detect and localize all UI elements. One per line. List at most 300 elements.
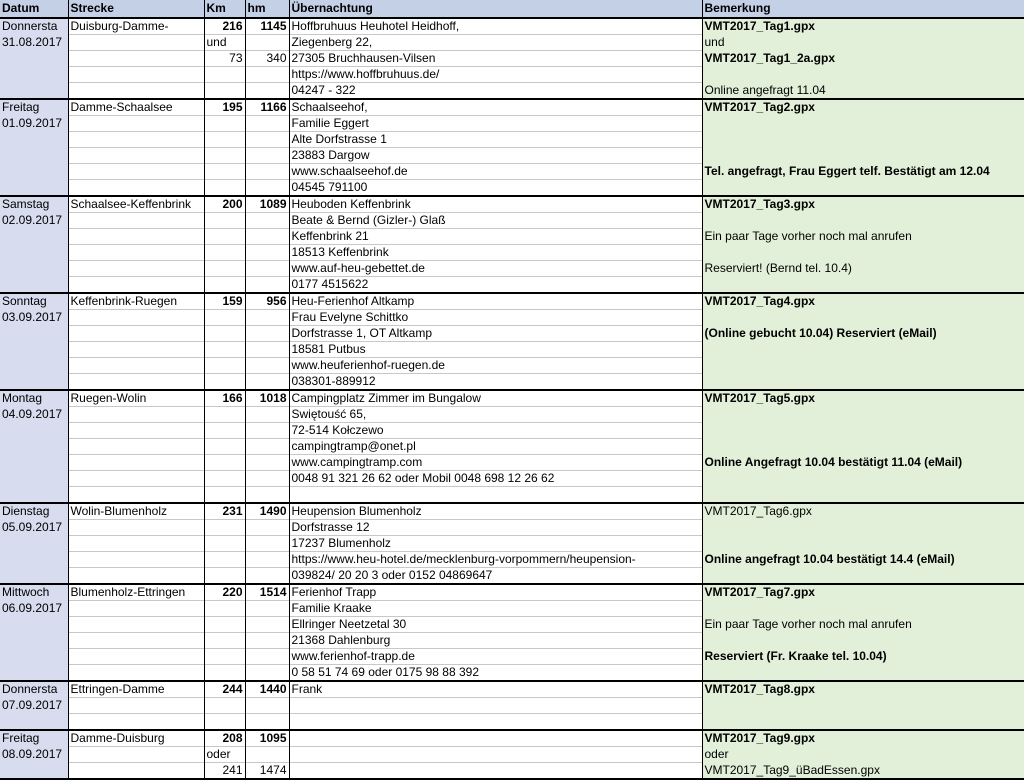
- accommodation-cell[interactable]: 038301-889912: [289, 374, 702, 391]
- accommodation-cell[interactable]: www.campingtramp.com: [289, 455, 702, 471]
- km-cell[interactable]: 220: [204, 584, 245, 601]
- remark-cell[interactable]: [702, 245, 1024, 261]
- date-cell[interactable]: Sonntag: [0, 293, 68, 310]
- accommodation-cell[interactable]: 27305 Bruchhausen-Vilsen: [289, 51, 702, 67]
- route-cell[interactable]: [68, 164, 204, 180]
- hm-cell[interactable]: 1474: [245, 763, 289, 780]
- date-cell[interactable]: [0, 148, 68, 164]
- remark-cell[interactable]: VMT2017_Tag2.gpx: [702, 99, 1024, 116]
- date-cell[interactable]: Freitag: [0, 99, 68, 116]
- km-cell[interactable]: [204, 277, 245, 294]
- remark-cell[interactable]: Online angefragt 10.04 bestätigt 14.4 (eMail): [702, 552, 1024, 568]
- km-cell[interactable]: [204, 67, 245, 83]
- date-cell[interactable]: Donnersta: [0, 18, 68, 35]
- accommodation-cell[interactable]: Dorfstrasse 12: [289, 520, 702, 536]
- km-cell[interactable]: [204, 423, 245, 439]
- accommodation-cell[interactable]: https://www.hoffbruhuus.de/: [289, 67, 702, 83]
- date-cell[interactable]: Montag: [0, 390, 68, 407]
- hm-cell[interactable]: 1490: [245, 503, 289, 520]
- route-cell[interactable]: [68, 407, 204, 423]
- remark-cell[interactable]: [702, 213, 1024, 229]
- accommodation-cell[interactable]: 72-514 Kołczewo: [289, 423, 702, 439]
- km-cell[interactable]: [204, 148, 245, 164]
- date-cell[interactable]: [0, 164, 68, 180]
- route-cell[interactable]: [68, 180, 204, 197]
- route-cell[interactable]: [68, 487, 204, 504]
- route-cell[interactable]: [68, 245, 204, 261]
- hm-cell[interactable]: [245, 633, 289, 649]
- accommodation-cell[interactable]: 0177 4515622: [289, 277, 702, 294]
- accommodation-cell[interactable]: 04545 791100: [289, 180, 702, 197]
- route-cell[interactable]: [68, 714, 204, 731]
- route-cell[interactable]: [68, 649, 204, 665]
- accommodation-cell[interactable]: [289, 747, 702, 763]
- remark-cell[interactable]: Tel. angefragt, Frau Eggert telf. Bestätigt am 12.04: [702, 164, 1024, 180]
- route-cell[interactable]: [68, 116, 204, 132]
- date-cell[interactable]: 05.09.2017: [0, 520, 68, 536]
- date-cell[interactable]: 01.09.2017: [0, 116, 68, 132]
- accommodation-cell[interactable]: campingtramp@onet.pl: [289, 439, 702, 455]
- hm-cell[interactable]: [245, 568, 289, 585]
- accommodation-cell[interactable]: 039824/ 20 20 3 oder 0152 04869647: [289, 568, 702, 585]
- remark-cell[interactable]: VMT2017_Tag8.gpx: [702, 681, 1024, 698]
- hm-cell[interactable]: [245, 617, 289, 633]
- km-cell[interactable]: und: [204, 35, 245, 51]
- km-cell[interactable]: [204, 439, 245, 455]
- accommodation-cell[interactable]: 17237 Blumenholz: [289, 536, 702, 552]
- km-cell[interactable]: [204, 568, 245, 585]
- km-cell[interactable]: 200: [204, 196, 245, 213]
- hm-cell[interactable]: [245, 229, 289, 245]
- km-cell[interactable]: [204, 374, 245, 391]
- date-cell[interactable]: [0, 342, 68, 358]
- hm-cell[interactable]: [245, 536, 289, 552]
- remark-cell[interactable]: [702, 487, 1024, 504]
- hm-cell[interactable]: [245, 67, 289, 83]
- date-cell[interactable]: Dienstag: [0, 503, 68, 520]
- route-cell[interactable]: [68, 67, 204, 83]
- date-cell[interactable]: [0, 83, 68, 100]
- hm-cell[interactable]: [245, 552, 289, 568]
- accommodation-cell[interactable]: Keffenbrink 21: [289, 229, 702, 245]
- remark-cell[interactable]: VMT2017_Tag4.gpx: [702, 293, 1024, 310]
- hm-cell[interactable]: [245, 698, 289, 714]
- date-cell[interactable]: [0, 67, 68, 83]
- accommodation-cell[interactable]: Campingplatz Zimmer im Bungalow: [289, 390, 702, 407]
- hm-cell[interactable]: [245, 277, 289, 294]
- remark-cell[interactable]: Reserviert (Fr. Kraake tel. 10.04): [702, 649, 1024, 665]
- remark-cell[interactable]: [702, 665, 1024, 682]
- hm-cell[interactable]: 1145: [245, 18, 289, 35]
- date-cell[interactable]: 03.09.2017: [0, 310, 68, 326]
- date-cell[interactable]: 07.09.2017: [0, 698, 68, 714]
- km-cell[interactable]: [204, 649, 245, 665]
- km-cell[interactable]: [204, 407, 245, 423]
- km-cell[interactable]: [204, 471, 245, 487]
- accommodation-cell[interactable]: Alte Dorfstrasse 1: [289, 132, 702, 148]
- hm-cell[interactable]: [245, 374, 289, 391]
- accommodation-cell[interactable]: Ferienhof Trapp: [289, 584, 702, 601]
- accommodation-cell[interactable]: www.schaalseehof.de: [289, 164, 702, 180]
- table-row: [0, 245, 1024, 261]
- date-cell[interactable]: [0, 471, 68, 487]
- date-cell[interactable]: [0, 261, 68, 277]
- remark-cell[interactable]: [702, 180, 1024, 197]
- route-cell[interactable]: [68, 552, 204, 568]
- route-cell[interactable]: [68, 536, 204, 552]
- date-cell[interactable]: [0, 229, 68, 245]
- date-cell[interactable]: 06.09.2017: [0, 601, 68, 617]
- accommodation-cell[interactable]: Frau Evelyne Schittko: [289, 310, 702, 326]
- hm-cell[interactable]: [245, 714, 289, 731]
- km-cell[interactable]: [204, 698, 245, 714]
- header-row: [0, 0, 1024, 18]
- remark-cell[interactable]: [702, 714, 1024, 731]
- remark-cell[interactable]: [702, 536, 1024, 552]
- hm-cell[interactable]: 1166: [245, 99, 289, 116]
- km-cell[interactable]: [204, 132, 245, 148]
- km-cell[interactable]: [204, 358, 245, 374]
- remark-cell[interactable]: [702, 471, 1024, 487]
- col-header-km[interactable]: Km: [204, 0, 245, 18]
- table-row: [0, 277, 1024, 294]
- route-cell[interactable]: [68, 132, 204, 148]
- hm-cell[interactable]: [245, 245, 289, 261]
- route-cell[interactable]: Wolin-Blumenholz: [68, 503, 204, 520]
- km-cell[interactable]: 208: [204, 730, 245, 747]
- col-header-bemerkung[interactable]: Bemerkung: [702, 0, 1024, 18]
- accommodation-cell[interactable]: 04247 - 322: [289, 83, 702, 100]
- km-cell[interactable]: [204, 326, 245, 342]
- date-cell[interactable]: 31.08.2017: [0, 35, 68, 51]
- remark-cell[interactable]: Reserviert! (Bernd tel. 10.4): [702, 261, 1024, 277]
- remark-cell[interactable]: [702, 277, 1024, 294]
- date-cell[interactable]: [0, 487, 68, 504]
- route-cell[interactable]: Duisburg-Damme-: [68, 18, 204, 35]
- date-cell[interactable]: [0, 665, 68, 682]
- route-cell[interactable]: [68, 310, 204, 326]
- km-cell[interactable]: [204, 601, 245, 617]
- accommodation-cell[interactable]: Schaalseehof,: [289, 99, 702, 116]
- hm-cell[interactable]: [245, 326, 289, 342]
- route-cell[interactable]: Damme-Schaalsee: [68, 99, 204, 116]
- remark-cell[interactable]: [702, 358, 1024, 374]
- table-row: [0, 229, 1024, 245]
- accommodation-cell[interactable]: Heupension Blumenholz: [289, 503, 702, 520]
- route-cell[interactable]: [68, 229, 204, 245]
- remark-cell[interactable]: [702, 374, 1024, 391]
- remark-cell[interactable]: [702, 67, 1024, 83]
- route-cell[interactable]: Blumenholz-Ettringen: [68, 584, 204, 601]
- hm-cell[interactable]: 1018: [245, 390, 289, 407]
- date-cell[interactable]: Freitag: [0, 730, 68, 747]
- accommodation-cell[interactable]: 21368 Dahlenburg: [289, 633, 702, 649]
- remark-cell[interactable]: [702, 520, 1024, 536]
- route-cell[interactable]: Keffenbrink-Ruegen: [68, 293, 204, 310]
- remark-cell[interactable]: [702, 423, 1024, 439]
- route-cell[interactable]: [68, 342, 204, 358]
- route-cell[interactable]: [68, 568, 204, 585]
- remark-cell[interactable]: [702, 310, 1024, 326]
- route-cell[interactable]: [68, 51, 204, 67]
- remark-cell[interactable]: Ein paar Tage vorher noch mal anrufen: [702, 617, 1024, 633]
- km-cell[interactable]: 241: [204, 763, 245, 780]
- table-row: [0, 649, 1024, 665]
- remark-cell[interactable]: [702, 148, 1024, 164]
- accommodation-cell[interactable]: Ellringer Neetzetal 30: [289, 617, 702, 633]
- date-cell[interactable]: [0, 374, 68, 391]
- km-cell[interactable]: [204, 180, 245, 197]
- hm-cell[interactable]: [245, 439, 289, 455]
- remark-cell[interactable]: VMT2017_Tag6.gpx: [702, 503, 1024, 520]
- km-cell[interactable]: 159: [204, 293, 245, 310]
- km-cell[interactable]: [204, 116, 245, 132]
- remark-cell[interactable]: [702, 116, 1024, 132]
- accommodation-cell[interactable]: 18513 Keffenbrink: [289, 245, 702, 261]
- remark-cell[interactable]: Online Angefragt 10.04 bestätigt 11.04 (eMail): [702, 455, 1024, 471]
- hm-cell[interactable]: [245, 407, 289, 423]
- route-cell[interactable]: [68, 747, 204, 763]
- hm-cell[interactable]: [245, 487, 289, 504]
- date-cell[interactable]: 08.09.2017: [0, 747, 68, 763]
- route-cell[interactable]: [68, 326, 204, 342]
- route-cell[interactable]: [68, 35, 204, 51]
- table-row: [0, 665, 1024, 682]
- accommodation-cell[interactable]: 23883 Dargow: [289, 148, 702, 164]
- accommodation-cell[interactable]: Swiętouść 65,: [289, 407, 702, 423]
- route-cell[interactable]: Schaalsee-Keffenbrink: [68, 196, 204, 213]
- route-cell[interactable]: Damme-Duisburg: [68, 730, 204, 747]
- date-cell[interactable]: Samstag: [0, 196, 68, 213]
- route-cell[interactable]: [68, 665, 204, 682]
- accommodation-cell[interactable]: [289, 730, 702, 747]
- date-cell[interactable]: [0, 714, 68, 731]
- date-cell[interactable]: [0, 277, 68, 294]
- route-cell[interactable]: [68, 471, 204, 487]
- accommodation-cell[interactable]: Frank: [289, 681, 702, 698]
- remark-cell[interactable]: VMT2017_Tag1_2a.gpx: [702, 51, 1024, 67]
- accommodation-cell[interactable]: [289, 763, 702, 780]
- km-cell[interactable]: [204, 665, 245, 682]
- hm-cell[interactable]: [245, 455, 289, 471]
- hm-cell[interactable]: [245, 423, 289, 439]
- route-cell[interactable]: [68, 633, 204, 649]
- route-cell[interactable]: Ettringen-Damme: [68, 681, 204, 698]
- date-cell[interactable]: [0, 423, 68, 439]
- hm-cell[interactable]: [245, 601, 289, 617]
- hm-cell[interactable]: [245, 649, 289, 665]
- date-cell[interactable]: [0, 649, 68, 665]
- accommodation-cell[interactable]: 0048 91 321 26 62 oder Mobil 0048 698 12 26 62: [289, 471, 702, 487]
- table-row: [0, 83, 1024, 100]
- remark-cell[interactable]: [702, 132, 1024, 148]
- accommodation-cell[interactable]: www.heuferienhof-ruegen.de: [289, 358, 702, 374]
- remark-cell[interactable]: [702, 633, 1024, 649]
- remark-cell[interactable]: VMT2017_Tag3.gpx: [702, 196, 1024, 213]
- col-header-datum[interactable]: Datum: [0, 0, 68, 18]
- accommodation-cell[interactable]: https://www.heu-hotel.de/mecklenburg-vorpommern/heupension-: [289, 552, 702, 568]
- table-row: [0, 180, 1024, 197]
- remark-cell[interactable]: VMT2017_Tag5.gpx: [702, 390, 1024, 407]
- date-cell[interactable]: [0, 358, 68, 374]
- remark-cell[interactable]: VMT2017_Tag1.gpx: [702, 18, 1024, 35]
- accommodation-cell[interactable]: Heuboden Keffenbrink: [289, 196, 702, 213]
- route-cell[interactable]: Ruegen-Wolin: [68, 390, 204, 407]
- km-cell[interactable]: [204, 617, 245, 633]
- hm-cell[interactable]: [245, 213, 289, 229]
- route-cell[interactable]: [68, 455, 204, 471]
- km-cell[interactable]: 166: [204, 390, 245, 407]
- hm-cell[interactable]: [245, 132, 289, 148]
- hm-cell[interactable]: 1089: [245, 196, 289, 213]
- route-cell[interactable]: [68, 423, 204, 439]
- accommodation-cell[interactable]: Ziegenberg 22,: [289, 35, 702, 51]
- km-cell[interactable]: 195: [204, 99, 245, 116]
- km-cell[interactable]: [204, 342, 245, 358]
- date-cell[interactable]: [0, 326, 68, 342]
- km-cell[interactable]: 216: [204, 18, 245, 35]
- km-cell[interactable]: [204, 714, 245, 731]
- km-cell[interactable]: [204, 633, 245, 649]
- hm-cell[interactable]: [245, 747, 289, 763]
- km-cell[interactable]: [204, 520, 245, 536]
- date-cell[interactable]: [0, 763, 68, 780]
- accommodation-cell[interactable]: Familie Eggert: [289, 116, 702, 132]
- km-cell[interactable]: [204, 229, 245, 245]
- km-cell[interactable]: [204, 310, 245, 326]
- km-cell[interactable]: [204, 245, 245, 261]
- date-cell[interactable]: 04.09.2017: [0, 407, 68, 423]
- date-cell[interactable]: Mittwoch: [0, 584, 68, 601]
- km-cell[interactable]: oder: [204, 747, 245, 763]
- remark-cell[interactable]: und: [702, 35, 1024, 51]
- date-cell[interactable]: [0, 568, 68, 585]
- accommodation-cell[interactable]: 0 58 51 74 69 oder 0175 98 88 392: [289, 665, 702, 682]
- accommodation-cell[interactable]: Hoffbruhuus Heuhotel Heidhoff,: [289, 18, 702, 35]
- accommodation-cell[interactable]: www.auf-heu-gebettet.de: [289, 261, 702, 277]
- remark-cell[interactable]: [702, 601, 1024, 617]
- accommodation-cell[interactable]: Familie Kraake: [289, 601, 702, 617]
- accommodation-cell[interactable]: Heu-Ferienhof Altkamp: [289, 293, 702, 310]
- col-header-hm[interactable]: hm: [245, 0, 289, 18]
- remark-cell[interactable]: [702, 439, 1024, 455]
- date-cell[interactable]: [0, 633, 68, 649]
- table-row: [0, 455, 1024, 471]
- remark-cell[interactable]: VMT2017_Tag7.gpx: [702, 584, 1024, 601]
- remark-cell[interactable]: VMT2017_Tag9.gpx: [702, 730, 1024, 747]
- accommodation-cell[interactable]: [289, 714, 702, 731]
- hm-cell[interactable]: [245, 358, 289, 374]
- remark-cell[interactable]: [702, 342, 1024, 358]
- hm-cell[interactable]: [245, 35, 289, 51]
- route-cell[interactable]: [68, 763, 204, 780]
- route-cell[interactable]: [68, 277, 204, 294]
- hm-cell[interactable]: [245, 180, 289, 197]
- accommodation-cell[interactable]: [289, 487, 702, 504]
- remark-cell[interactable]: [702, 698, 1024, 714]
- remark-cell[interactable]: VMT2017_Tag9_üBadEssen.gpx: [702, 763, 1024, 780]
- km-cell[interactable]: [204, 213, 245, 229]
- date-cell[interactable]: [0, 552, 68, 568]
- date-cell[interactable]: Donnersta: [0, 681, 68, 698]
- hm-cell[interactable]: [245, 261, 289, 277]
- route-cell[interactable]: [68, 148, 204, 164]
- remark-cell[interactable]: [702, 407, 1024, 423]
- hm-cell[interactable]: [245, 83, 289, 100]
- km-cell[interactable]: [204, 261, 245, 277]
- accommodation-cell[interactable]: Dorfstrasse 1, OT Altkamp: [289, 326, 702, 342]
- date-cell[interactable]: [0, 245, 68, 261]
- km-cell[interactable]: [204, 164, 245, 180]
- hm-cell[interactable]: [245, 520, 289, 536]
- hm-cell[interactable]: [245, 116, 289, 132]
- km-cell[interactable]: 231: [204, 503, 245, 520]
- hm-cell[interactable]: [245, 665, 289, 682]
- date-cell[interactable]: [0, 617, 68, 633]
- route-cell[interactable]: [68, 520, 204, 536]
- route-cell[interactable]: [68, 213, 204, 229]
- route-cell[interactable]: [68, 601, 204, 617]
- km-cell[interactable]: 244: [204, 681, 245, 698]
- date-cell[interactable]: [0, 180, 68, 197]
- accommodation-cell[interactable]: Beate & Bernd (Gizler-) Glaß: [289, 213, 702, 229]
- col-header-strecke[interactable]: Strecke: [68, 0, 204, 18]
- date-cell[interactable]: 02.09.2017: [0, 213, 68, 229]
- route-cell[interactable]: [68, 439, 204, 455]
- table-row: [0, 487, 1024, 504]
- date-cell[interactable]: [0, 455, 68, 471]
- km-cell[interactable]: [204, 536, 245, 552]
- hm-cell[interactable]: [245, 148, 289, 164]
- remark-cell[interactable]: Ein paar Tage vorher noch mal anrufen: [702, 229, 1024, 245]
- remark-cell[interactable]: oder: [702, 747, 1024, 763]
- km-cell[interactable]: 73: [204, 51, 245, 67]
- hm-cell[interactable]: [245, 342, 289, 358]
- remark-cell[interactable]: (Online gebucht 10.04) Reserviert (eMail): [702, 326, 1024, 342]
- route-cell[interactable]: [68, 83, 204, 100]
- route-cell[interactable]: [68, 617, 204, 633]
- hm-cell[interactable]: [245, 164, 289, 180]
- hm-cell[interactable]: 1514: [245, 584, 289, 601]
- hm-cell[interactable]: [245, 471, 289, 487]
- date-cell[interactable]: [0, 439, 68, 455]
- table-row: [0, 390, 1024, 407]
- km-cell[interactable]: [204, 455, 245, 471]
- km-cell[interactable]: [204, 487, 245, 504]
- table-row: [0, 439, 1024, 455]
- accommodation-cell[interactable]: [289, 698, 702, 714]
- route-cell[interactable]: [68, 358, 204, 374]
- hm-cell[interactable]: 956: [245, 293, 289, 310]
- date-cell[interactable]: [0, 132, 68, 148]
- hm-cell[interactable]: [245, 310, 289, 326]
- route-cell[interactable]: [68, 698, 204, 714]
- remark-cell[interactable]: [702, 568, 1024, 585]
- date-cell[interactable]: [0, 51, 68, 67]
- accommodation-cell[interactable]: 18581 Putbus: [289, 342, 702, 358]
- km-cell[interactable]: [204, 83, 245, 100]
- km-cell[interactable]: [204, 552, 245, 568]
- route-cell[interactable]: [68, 261, 204, 277]
- col-header-uebernachtung[interactable]: Übernachtung: [289, 0, 702, 18]
- hm-cell[interactable]: 340: [245, 51, 289, 67]
- route-cell[interactable]: [68, 374, 204, 391]
- accommodation-cell[interactable]: www.ferienhof-trapp.de: [289, 649, 702, 665]
- hm-cell[interactable]: 1440: [245, 681, 289, 698]
- date-cell[interactable]: [0, 536, 68, 552]
- remark-cell[interactable]: Online angefragt 11.04: [702, 83, 1024, 100]
- hm-cell[interactable]: 1095: [245, 730, 289, 747]
